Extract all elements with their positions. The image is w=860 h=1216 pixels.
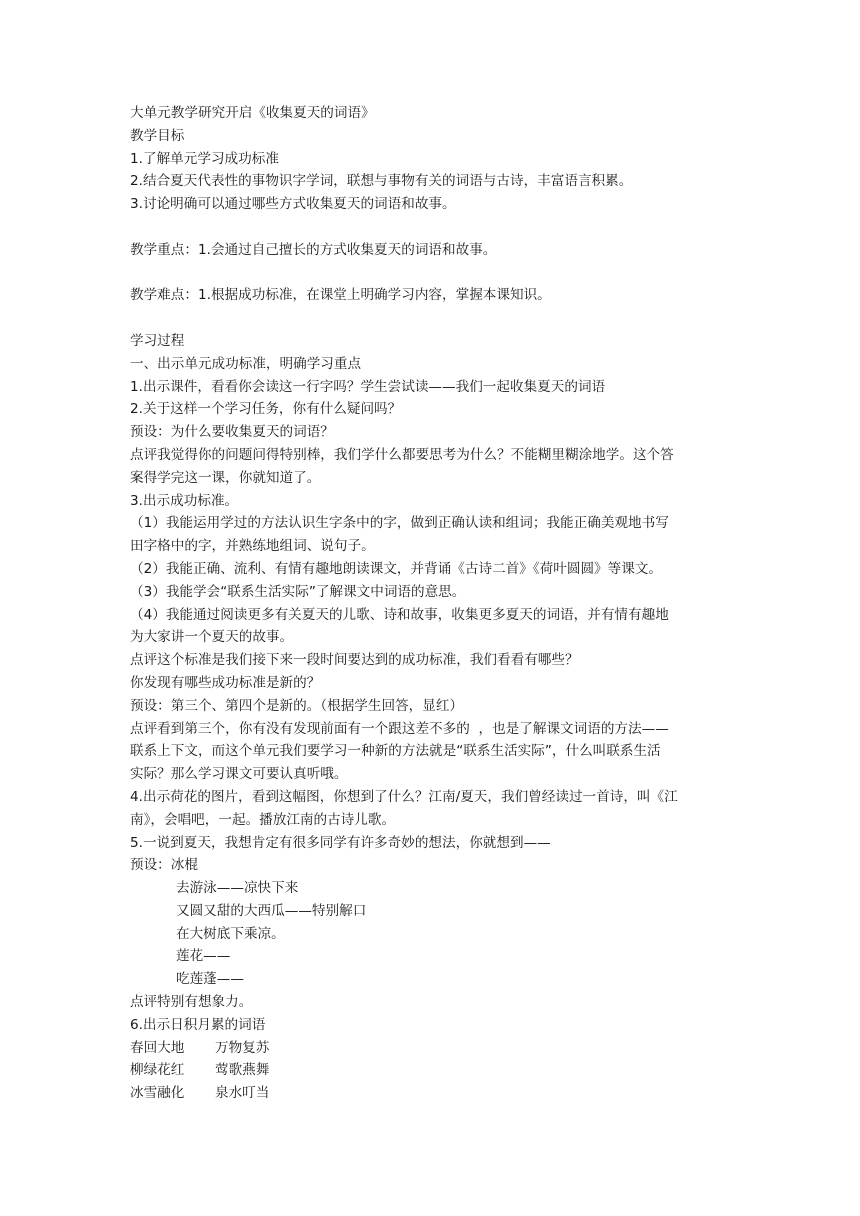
key-point: 教学重点：1.会通过自己擅长的方式收集夏天的词语和故事。 xyxy=(130,241,497,258)
paragraph: 6.出示日积月累的词语 xyxy=(130,1016,266,1033)
paragraph: 案得学完这一课，你就知道了。 xyxy=(130,469,321,486)
word-row xyxy=(130,1082,742,1105)
paragraph: 1.出示课件，看看你会读这一行字吗？学生尝试读——我们一起收集夏天的词语 xyxy=(130,378,606,395)
criterion: 田字格中的字，并熟练地组词、说句子。 xyxy=(130,538,375,555)
goals-heading: 教学目标 xyxy=(130,127,185,144)
difficulty: 教学难点：1.根据成功标准，在课堂上明确学习内容，掌握本课知识。 xyxy=(130,287,551,304)
idea-item: 吃莲蓬—— xyxy=(176,971,244,988)
criterion: 为大家讲一个夏天的故事。 xyxy=(130,629,294,646)
word: 泉水叮当 xyxy=(215,1085,270,1102)
goal-item: 2.结合夏天代表性的事物识字学词，联想与事物有关的词语与古诗，丰富语言积累。 xyxy=(130,173,633,190)
idea-item: 又圆又甜的大西瓜——特别解口 xyxy=(176,902,367,919)
paragraph: 预设：为什么要收集夏天的词语？ xyxy=(130,424,334,441)
section-heading: 一、出示单元成功标准，明确学习重点 xyxy=(130,355,362,372)
paragraph: 3.出示成功标准。 xyxy=(130,492,239,509)
word-row xyxy=(130,1037,742,1060)
blank-line xyxy=(130,216,742,239)
paragraph: 点评特别有想象力。 xyxy=(130,994,253,1011)
criterion: （3）我能学会“联系生活实际”了解课文中词语的意思。 xyxy=(130,583,466,600)
paragraph: 实际？那么学习课文可要认真听哦。 xyxy=(130,766,348,783)
paragraph: 联系上下文，而这个单元我们要学习一种新的方法就是“联系生活实际”，什么叫联系生活 xyxy=(130,743,661,760)
criterion: （4）我能通过阅读更多有关夏天的儿歌、诗和故事，收集更多夏天的词语，并有情有趣地 xyxy=(130,606,669,623)
word: 柳绿花红 xyxy=(130,1062,185,1079)
paragraph: 2.关于这样一个学习任务，你有什么疑问吗？ xyxy=(130,401,402,418)
doc-title: 大单元教学研究开启《收集夏天的词语》 xyxy=(130,105,375,121)
process-heading: 学习过程 xyxy=(130,332,185,349)
blank-line xyxy=(130,262,742,285)
idea-item: 莲花—— xyxy=(176,948,231,965)
paragraph: 你发现有哪些成功标准是新的？ xyxy=(130,674,321,691)
idea-item: 在大树底下乘凉。 xyxy=(176,925,285,942)
paragraph: 点评我觉得你的问题问得特别棒，我们学什么都要思考为什么？不能糊里糊涂地学。这个答 xyxy=(130,446,674,463)
word: 春回大地 xyxy=(130,1039,185,1056)
word: 莺歌燕舞 xyxy=(215,1062,270,1079)
goal-item: 1.了解单元学习成功标准 xyxy=(130,150,279,167)
paragraph: 4.出示荷花的图片，看到这幅图，你想到了什么？江南/夏天，我们曾经读过一首诗，叫《江 xyxy=(130,788,678,805)
paragraph: 南》，会唱吧，一起。播放江南的古诗儿歌。 xyxy=(130,811,396,828)
word: 冰雪融化 xyxy=(130,1085,185,1102)
paragraph: 点评这个标准是我们接下来一段时间要达到的成功标准，我们看看有哪些？ xyxy=(130,652,579,669)
paragraph: 5.一说到夏天，我想肯定有很多同学有许多奇妙的想法，你就想到—— xyxy=(130,834,551,851)
criterion: （1）我能运用学过的方法认识生字条中的字，做到正确认读和组词；我能正确美观地书写 xyxy=(130,515,669,532)
document-page xyxy=(130,102,742,1105)
paragraph: 点评看到第三个，你有没有发现前面有一个跟这差不多的 ，也是了解课文词语的方法—— xyxy=(130,720,669,737)
word: 万物复苏 xyxy=(215,1039,270,1056)
criterion: （2）我能正确、流利、有情有趣地朗读课文，并背诵《古诗二首》《荷叶圆圆》等课文。 xyxy=(130,560,663,577)
goal-item: 3.讨论明确可以通过哪些方式收集夏天的词语和故事。 xyxy=(130,196,456,213)
word-row xyxy=(130,1059,742,1082)
idea-item: 去游泳——凉快下来 xyxy=(176,880,299,897)
blank-line xyxy=(130,307,742,330)
paragraph: 预设：第三个、第四个是新的。（根据学生回答，显红） xyxy=(130,697,464,714)
paragraph: 预设：冰棍 xyxy=(130,857,198,874)
